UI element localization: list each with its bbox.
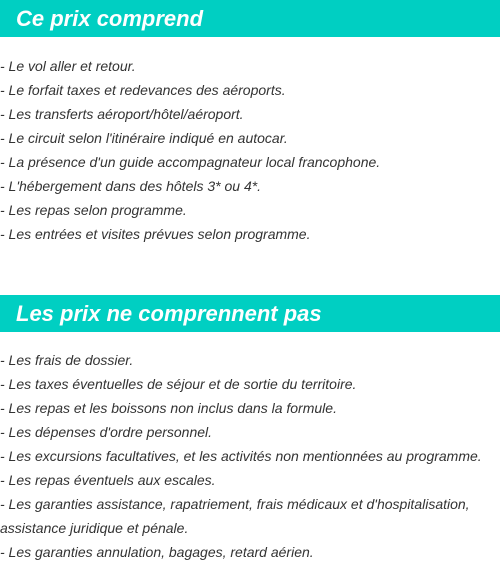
excludes-item-stay-taxes: - Les taxes éventuelles de séjour et de sortie du territoire. [0,376,357,392]
excludes-item-assistance-insurance: - Les garanties assistance, rapatriement, frais médicaux et d'hospitalisation, assistance juridique et pénale. [0,496,470,536]
includes-item-local-guide: - La présence d'un guide accompagnateur local francophone. [0,154,381,170]
excludes-section-title: Les prix ne comprennent pas [0,295,500,332]
includes-list [0,54,500,246]
includes-item-flight: - Le vol aller et retour. [0,58,136,74]
excludes-item-booking-fees: - Les frais de dossier. [0,352,134,368]
includes-item-airport-taxes: - Le forfait taxes et redevances des aéroports. [0,82,286,98]
includes-item-transfers: - Les transferts aéroport/hôtel/aéroport. [0,106,244,122]
excludes-item-stopover-meals: - Les repas éventuels aux escales. [0,472,216,488]
includes-item-meals: - Les repas selon programme. [0,202,187,218]
includes-item-hotels: - L'hébergement dans des hôtels 3* ou 4*. [0,178,262,194]
includes-item-coach-tour: - Le circuit selon l'itinéraire indiqué en autocar. [0,130,288,146]
includes-item-visits: - Les entrées et visites prévues selon programme. [0,226,311,242]
excludes-item-meals-drinks: - Les repas et les boissons non inclus dans la formule. [0,400,337,416]
excludes-item-personal-expenses: - Les dépenses d'ordre personnel. [0,424,213,440]
excludes-list [0,348,500,564]
excludes-item-cancellation-insurance: - Les garanties annulation, bagages, retard aérien. [0,544,314,560]
excludes-item-optional-excursions: - Les excursions facultatives, et les activités non mentionnées au programme. [0,448,482,464]
includes-section-title: Ce prix comprend [0,0,500,37]
